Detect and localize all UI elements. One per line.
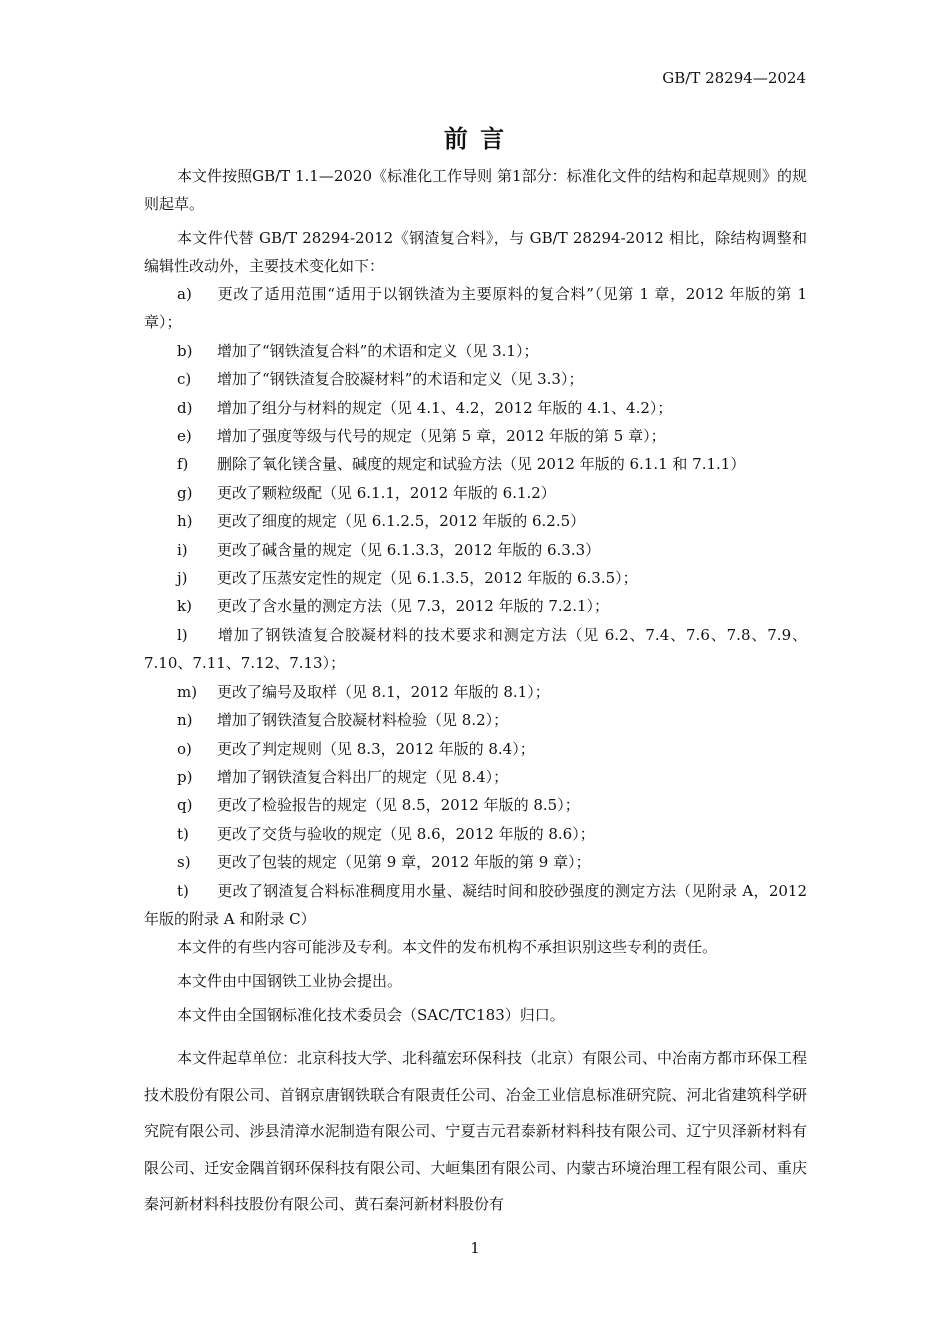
list-item-marker: t) [177, 881, 189, 900]
list-item-marker: i) [177, 540, 188, 559]
paragraph-committee: 本文件由全国钢标准化技术委员会（SAC/TC183）归口。 [177, 1006, 565, 1025]
list-item [144, 280, 807, 337]
list-item-marker: p) [177, 767, 193, 786]
list-item [144, 394, 807, 422]
list-item-text: 增加了“钢铁渣复合料”的术语和定义（见 3.1）； [217, 341, 539, 360]
list-item [144, 877, 807, 934]
list-item-marker: j) [177, 569, 188, 588]
list-item [144, 592, 807, 620]
list-item-marker: m) [177, 682, 198, 701]
list-item [144, 507, 807, 535]
list-item [144, 706, 807, 734]
paragraph-drafting-units: 本文件起草单位：北京科技大学、北科蕴宏环保科技（北京）有限公司、中冶南方都市环保工程技术股份有限公司、首钢京唐钢铁联合有限责任公司、冶金工业信息标准研究院、河北省建筑科学研究院有限公司、涉县清漳水泥制造有限公司、宁夏吉元君泰新材料科技有限公司、辽宁贝泽新材料有限公司、迁安金隅首钢环保科技有限公司、大峘集团有限公司、内蒙古环境治理工程有限公司、重庆秦河新材料科技股份有限公司、黄石秦河新材料股份有 [144, 1049, 808, 1214]
list-item [144, 365, 807, 393]
list-item-marker: n) [177, 711, 193, 730]
list-item [144, 422, 807, 450]
paragraph-replacement: 本文件代替 GB/T 28294-2012《钢渣复合料》，与 GB/T 28294-2012 相比，除结构调整和编辑性改动外，主要技术变化如下： [144, 229, 807, 275]
changes-list [144, 280, 807, 933]
list-item-text: 更改了编号及取样（见 8.1，2012 年版的 8.1）； [217, 682, 550, 701]
paragraph-patent: 本文件的有些内容可能涉及专利。本文件的发布机构不承担识别这些专利的责任。 [177, 938, 718, 957]
list-item [144, 791, 807, 819]
list-item-marker: q) [177, 796, 193, 815]
list-item-text: 更改了钢渣复合料标准稠度用水量、凝结时间和胶砂强度的测定方法（见附录 A，2012 年版的附录 A 和附录 C） [144, 881, 807, 928]
list-item-marker: a) [177, 285, 192, 303]
list-item-text: 更改了判定规则（见 8.3，2012 年版的 8.4）； [217, 739, 535, 758]
list-item-marker: f) [177, 455, 189, 474]
list-item [144, 848, 807, 876]
list-item-marker: o) [177, 739, 192, 758]
list-item-marker: k) [177, 597, 192, 616]
list-item-marker: l) [177, 625, 188, 644]
list-item-marker: d) [177, 398, 193, 417]
list-item-text: 增加了钢铁渣复合料出厂的规定（见 8.4）； [217, 767, 509, 786]
list-item-text: 增加了强度等级与代号的规定（见第 5 章，2012 年版的第 5 章）； [217, 427, 666, 446]
list-item-marker: s) [177, 853, 191, 872]
list-item-text: 更改了细度的规定（见 6.1.2.5，2012 年版的 6.2.5） [217, 512, 586, 531]
page-number: 1 [470, 1239, 480, 1257]
list-item-text: 增加了组分与材料的规定（见 4.1、4.2，2012 年版的 4.1、4.2）； [217, 398, 673, 417]
list-item [144, 820, 807, 848]
list-item [144, 337, 807, 365]
list-item-marker: t) [177, 824, 189, 843]
list-item [144, 735, 807, 763]
list-item-text: 增加了“钢铁渣复合胶凝材料”的术语和定义（见 3.3）； [217, 370, 584, 389]
list-item [144, 621, 807, 678]
list-item-text: 更改了适用范围“适用于以钢铁渣为主要原料的复合料”（见第 1 章，2012 年版的第 1 章）； [144, 285, 807, 332]
foreword-body [144, 162, 807, 1223]
standard-code: GB/T 28294—2024 [662, 69, 806, 87]
list-item [144, 564, 807, 592]
list-item [144, 536, 807, 564]
list-item-text: 删除了氧化镁含量、碱度的规定和试验方法（见 2012 年版的 6.1.1 和 7.1.1） [217, 455, 746, 474]
list-item-text: 增加了钢铁渣复合胶凝材料的技术要求和测定方法（见 6.2、7.4、7.6、7.8、7.9、7.10、7.11、7.12、7.13）； [144, 625, 807, 673]
list-item [144, 678, 807, 706]
list-item [144, 479, 807, 507]
list-item-text: 更改了检验报告的规定（见 8.5，2012 年版的 8.5）； [217, 796, 580, 815]
paragraph-proposer: 本文件由中国钢铁工业协会提出。 [177, 972, 403, 991]
list-item-marker: c) [177, 370, 192, 389]
list-item-marker: h) [177, 512, 193, 531]
list-item [144, 763, 807, 791]
page-title: 前 言 [443, 125, 507, 153]
paragraph-drafting-rules: 本文件按照GB/T 1.1—2020《标准化工作导则 第1部分：标准化文件的结构和起草规则》的规则起草。 [144, 167, 807, 213]
list-item-text: 更改了含水量的测定方法（见 7.3，2012 年版的 7.2.1）； [217, 597, 610, 616]
list-item-text: 增加了钢铁渣复合胶凝材料检验（见 8.2）； [217, 711, 509, 730]
list-item-text: 更改了碱含量的规定（见 6.1.3.3，2012 年版的 6.3.3） [217, 540, 601, 559]
list-item-text: 更改了压蒸安定性的规定（见 6.1.3.5，2012 年版的 6.3.5）； [217, 569, 638, 588]
list-item-marker: g) [177, 483, 193, 502]
list-item [144, 450, 807, 478]
list-item-text: 更改了颗粒级配（见 6.1.1，2012 年版的 6.1.2） [217, 483, 556, 502]
list-item-marker: b) [177, 341, 193, 360]
list-item-marker: e) [177, 427, 192, 446]
list-item-text: 更改了交货与验收的规定（见 8.6，2012 年版的 8.6）； [217, 824, 595, 843]
list-item-text: 更改了包装的规定（见第 9 章，2012 年版的第 9 章）； [217, 853, 591, 872]
